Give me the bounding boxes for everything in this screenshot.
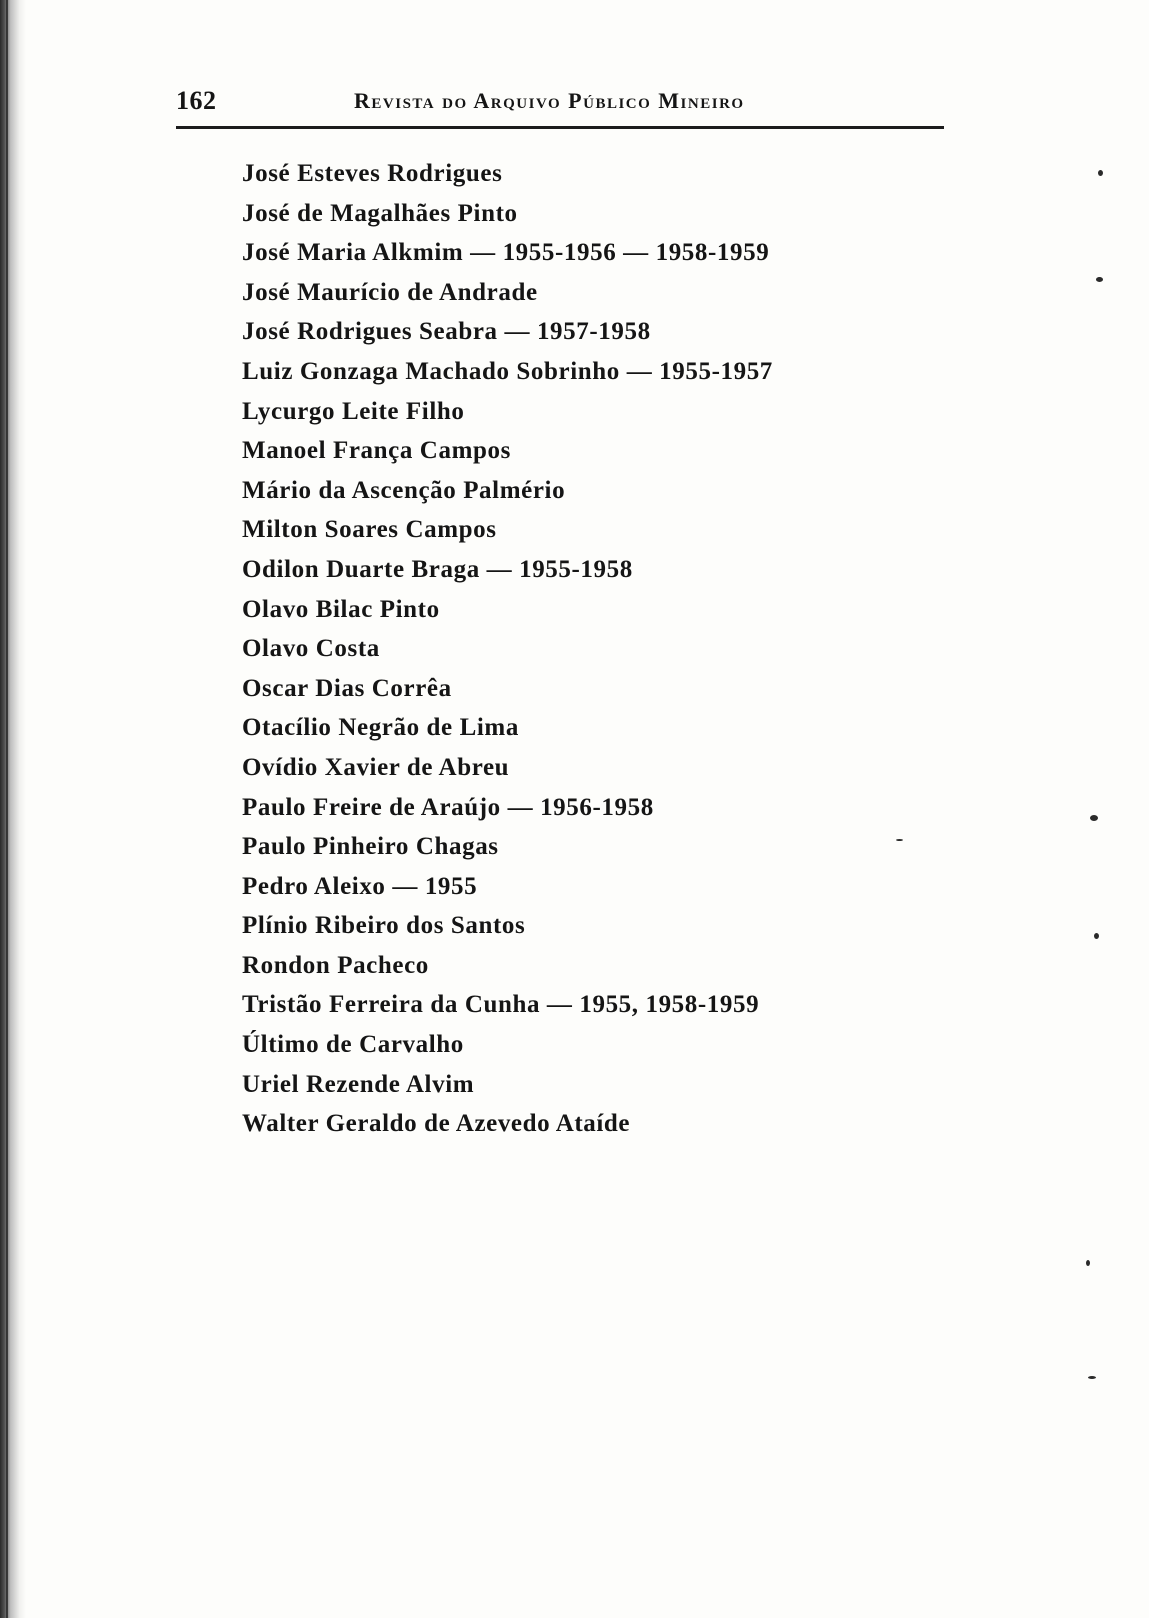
list-item: Pedro Aleixo — 1955: [242, 872, 478, 900]
name-list: [242, 154, 882, 1144]
scan-speck: [1086, 1260, 1090, 1266]
scan-speck: [1088, 1376, 1096, 1379]
scan-speck: [1090, 815, 1098, 821]
header-rule: [176, 126, 944, 129]
list-item: Oscar Dias Corrêa: [242, 674, 452, 702]
list-item: José Esteves Rodrigues: [242, 160, 503, 187]
page-number: 162: [176, 86, 217, 115]
list-item: Milton Soares Campos: [242, 516, 497, 544]
list-item: Luiz Gonzaga Machado Sobrinho — 1955-1957: [242, 357, 773, 385]
list-item: José Maurício de Andrade: [242, 278, 538, 306]
running-header: [176, 86, 944, 126]
list-item: José Maria Alkmim — 1955-1956 — 1958-1959: [242, 239, 770, 267]
list-item: Uriel Rezende Alvim: [242, 1070, 475, 1098]
list-item: Otacílio Negrão de Lima: [242, 714, 519, 742]
list-item: Paulo Pinheiro Chagas: [242, 833, 499, 861]
list-item: Plínio Ribeiro dos Santos: [242, 912, 526, 940]
scan-speck: [1096, 277, 1103, 282]
list-item: Olavo Bilac Pinto: [242, 595, 440, 623]
scan-speck: [1094, 933, 1099, 939]
list-item: Mário da Ascenção Palmério: [242, 476, 566, 504]
journal-title: Revista do Arquivo Público Mineiro: [354, 88, 745, 113]
list-item: José de Magalhães Pinto: [242, 199, 518, 227]
list-item: Odilon Duarte Braga — 1955-1958: [242, 555, 633, 583]
list-item: Walter Geraldo de Azevedo Ataíde: [242, 1110, 631, 1138]
list-item: Olavo Costa: [242, 635, 380, 663]
list-item: José Rodrigues Seabra — 1957-1958: [242, 318, 651, 346]
list-item: Último de Carvalho: [242, 1031, 464, 1059]
list-item: Lycurgo Leite Filho: [242, 397, 465, 425]
scan-speck: [896, 839, 903, 841]
book-binding-edge: [0, 0, 26, 1618]
list-item: Paulo Freire de Araújo — 1956-1958: [242, 793, 654, 821]
list-item: Tristão Ferreira da Cunha — 1955, 1958-1959: [242, 991, 760, 1019]
scan-speck: [1098, 170, 1103, 176]
list-item: Manoel França Campos: [242, 437, 511, 465]
list-item: Rondon Pacheco: [242, 951, 429, 979]
list-item: Ovídio Xavier de Abreu: [242, 753, 510, 781]
